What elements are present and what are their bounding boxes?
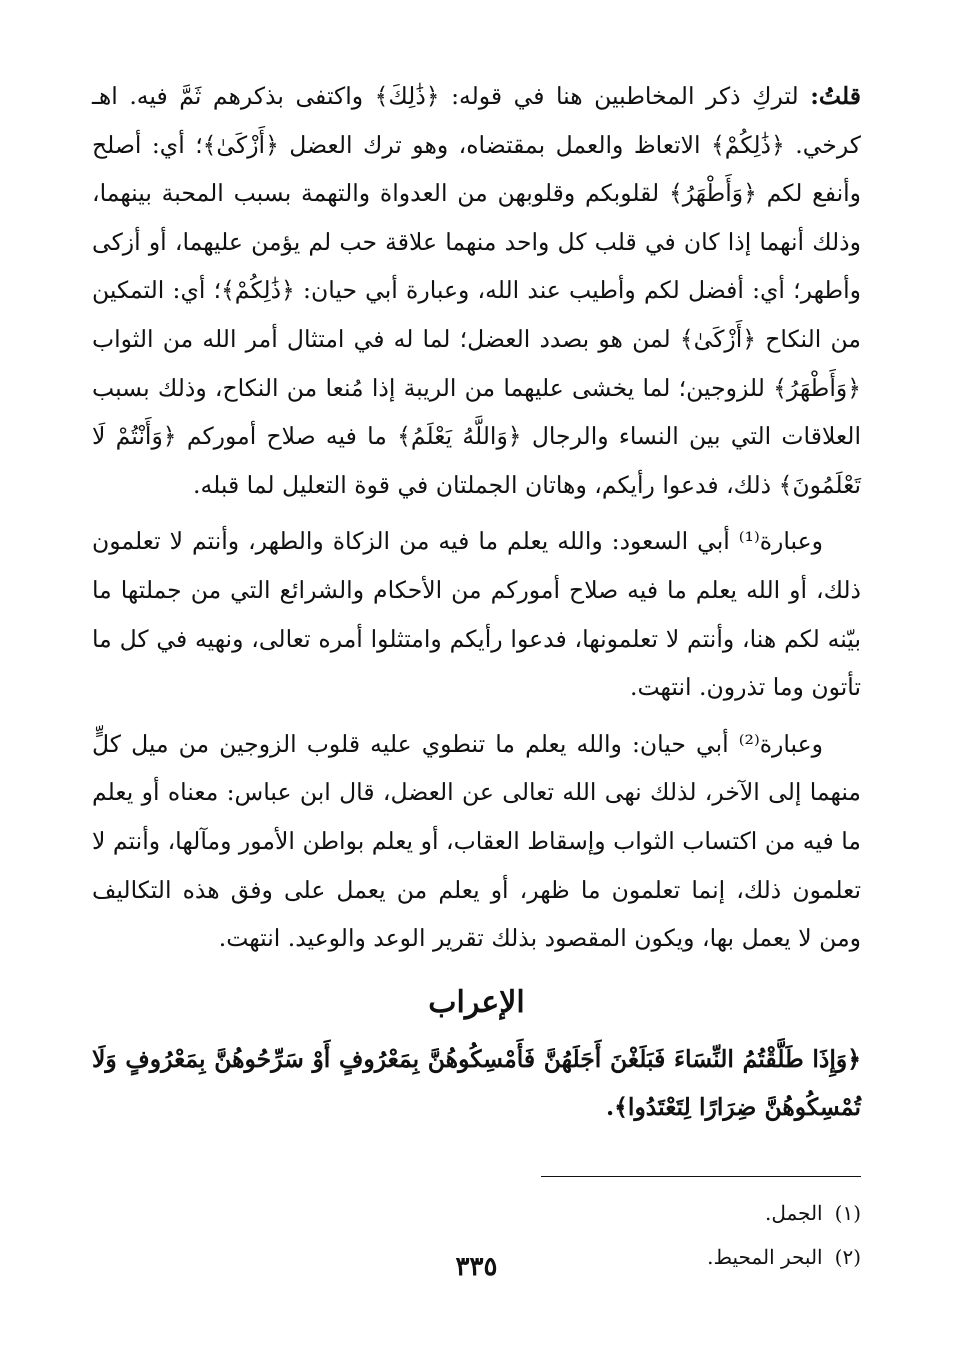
quran-verse: ﴿وَإِذَا طَلَّقْتُمُ النِّسَاءَ فَبَلَغْنَ أَجَلَهُنَّ فَأَمْسِكُوهُنَّ بِمَعْرُوفٍ أَوْ سَرِّحُوهُنَّ بِمَعْرُوفٍ وَلَا تُمْسِكُوهُنَّ ضِرَارًا لِتَعْتَدُوا﴾. xyxy=(92,1044,861,1122)
footnote-number: (١) xyxy=(834,1200,861,1225)
footnote-text: الجمل. xyxy=(764,1200,823,1225)
footnote-divider xyxy=(541,1176,861,1177)
footnote-text: البحر المحيط. xyxy=(707,1244,823,1269)
footnote-1 xyxy=(92,1191,861,1235)
paragraph-2: وعبارة⁽¹⁾ أبي السعود: والله يعلم ما فيه من الزكاة والطهر، وأنتم لا تعلمون ذلك، أو الله يعلم ما فيه صلاح أموركم من الأحكام والشرائع التي من جملتها ما بيّنه لكم هنا، وأنتم لا تعلمونها، فدعوا رأيكم وامتثلوا أمره تعالى، ونهيه في كل ما تأتون وما تذرون. انتهت. xyxy=(92,527,861,702)
paragraph-lead: قلتُ: xyxy=(810,82,861,110)
paragraph-1 xyxy=(92,72,861,509)
section-heading: الإعراب xyxy=(428,984,525,1020)
footnote-number: (٢) xyxy=(834,1244,861,1269)
paragraph-3: وعبارة⁽²⁾ أبي حيان: والله يعلم ما تنطوي عليه قلوب الزوجين من ميل كلٍّ منهما إلى الآخر، لذلك نهى الله تعالى عن العضل، قال ابن عباس: معناه أو يعلم ما فيه من اكتساب الثواب وإسقاط العقاب، أو يعلم بواطن الأمور ومآلها، وأنتم لا تعلمون ذلك، إنما تعلمون ما ظهر، أو يعلم من يعمل على وفق هذه التكاليف ومن لا يعمل بها، ويكون المقصود بذلك تقرير الوعد والوعيد. انتهت. xyxy=(92,729,861,953)
paragraph-1-text: لتركِ ذكر المخاطبين هنا في قوله: ﴿ذَٰلِكَ﴾ واكتفى بذكرهم ثَمَّ فيه. اهـ كرخي. ﴿ذَٰلِكُمْ﴾ الاتعاظ والعمل بمقتضاه، وهو ترك العضل ﴿أَزْكَىٰ﴾؛ أي: أصلح وأنفع لكم ﴿وَأَطْهَرُ﴾ لقلوبكم وقلوبهن من العدواة والتهمة بسبب المحبة بينهما، وذلك أنهما إذا كان في قلب كل واحد منهما علاقة حب لم يؤمن عليهما، أو أزكى وأطهر؛ أي: أفضل لكم وأطيب عند الله، وعبارة أبي حيان: ﴿ذَٰلِكُمْ﴾؛ أي: التمكين من النكاح ﴿أَزْكَىٰ﴾ لمن هو بصدد العضل؛ لما له في امتثال أمر الله من الثواب ﴿وَأَطْهَرُ﴾ للزوجين؛ لما يخشى عليهما من الريبة إذا مُنعا من النكاح، وذلك بسبب العلاقات التي بين النساء والرجال ﴿وَاللَّهُ يَعْلَمُ﴾ ما فيه صلاح أموركم ﴿وَأَنْتُمْ لَا تَعْلَمُونَ﴾ ذلك، فدعوا رأيكم، وهاتان الجملتان في قوة التعليل لما قبله. xyxy=(92,82,861,499)
page-number: ٣٣٥ xyxy=(455,1252,498,1282)
